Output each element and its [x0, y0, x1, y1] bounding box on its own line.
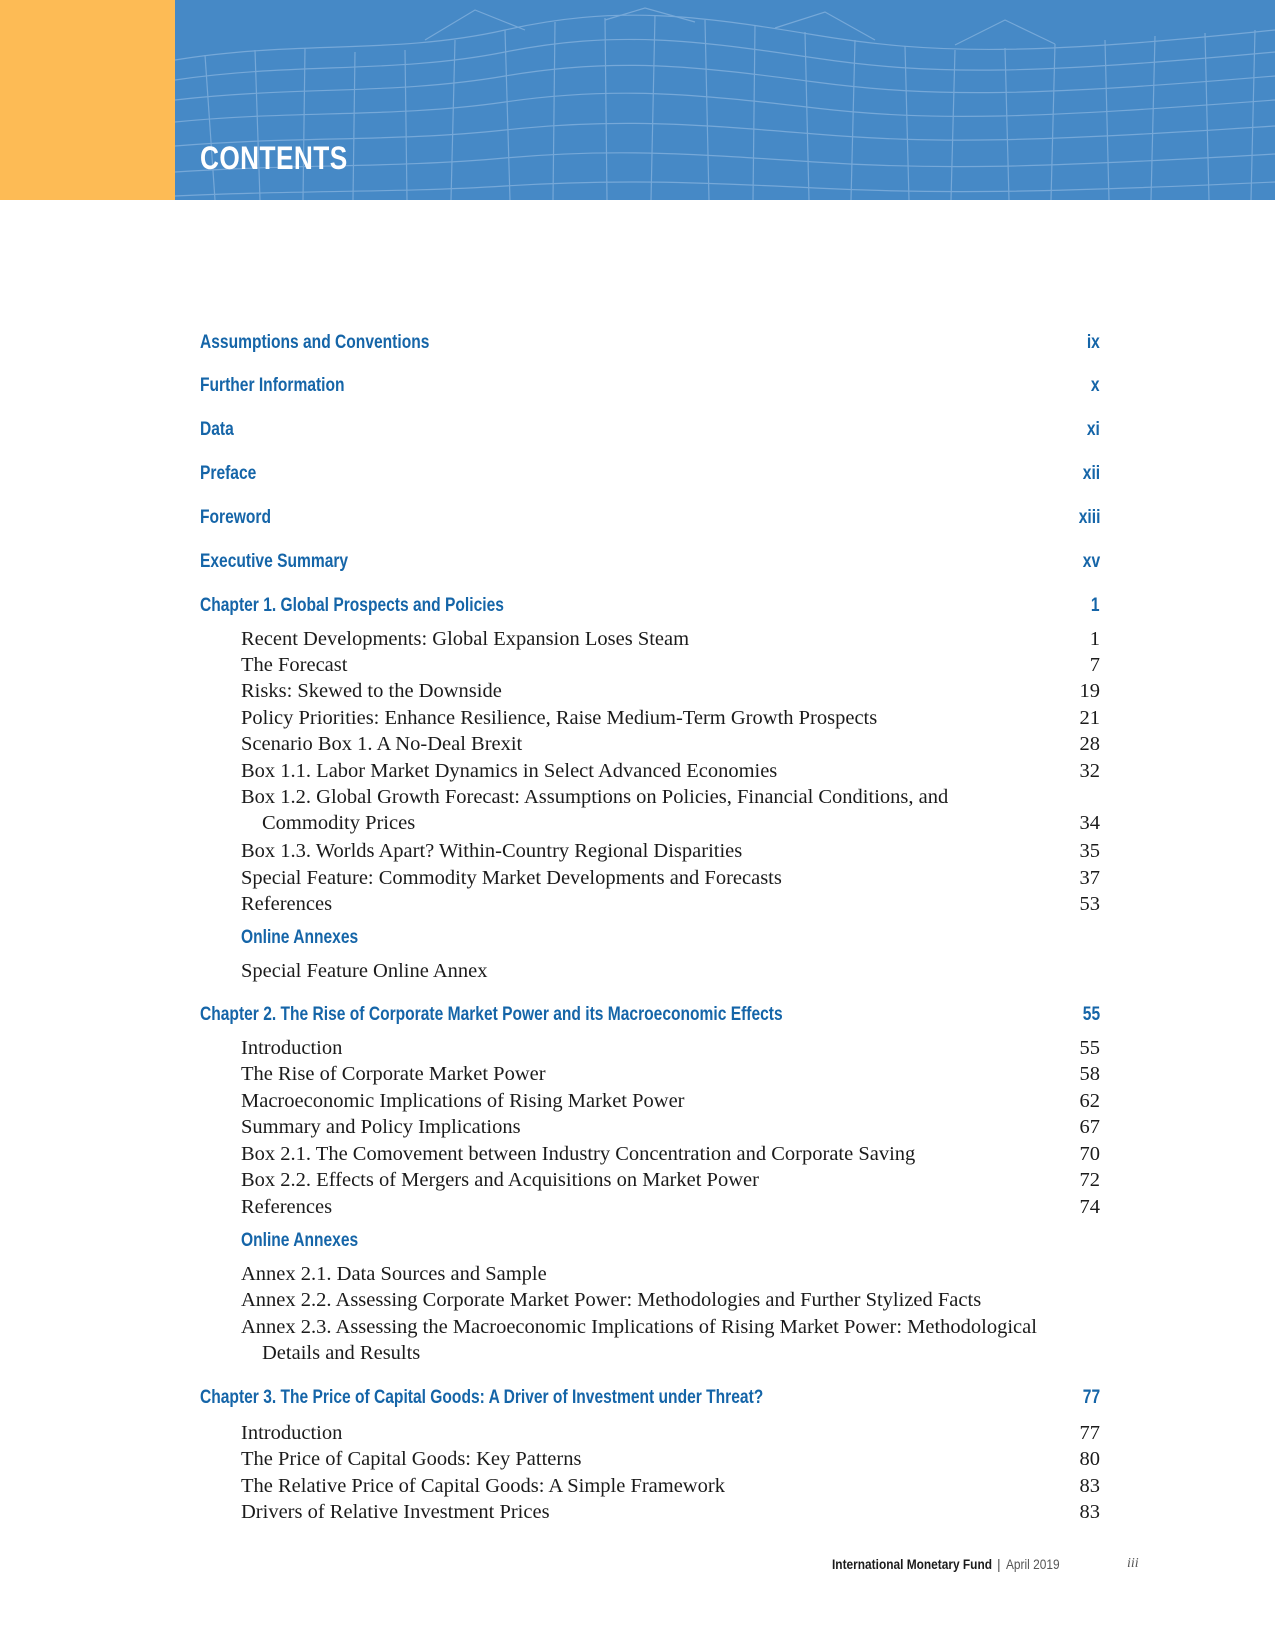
- toc-item-page: 1: [1089, 628, 1100, 650]
- toc-item-label: Annex 2.2. Assessing Corporate Market Power: Methodologies and Further Stylized Facts: [241, 1289, 982, 1311]
- toc-entry-page: xi: [1086, 419, 1100, 440]
- toc-item-page: 80: [1079, 1448, 1100, 1470]
- toc-item-label: Box 2.1. The Comovement between Industry Concentration and Corporate Saving: [241, 1143, 916, 1165]
- online-annexes-heading: Online Annexes: [241, 927, 359, 948]
- toc-item-label: Box 2.2. Effects of Mergers and Acquisitions on Market Power: [241, 1169, 759, 1191]
- toc-entry-foreword[interactable]: [200, 507, 1100, 537]
- toc-item-page: 58: [1079, 1063, 1100, 1085]
- toc-entry-preface[interactable]: [200, 463, 1100, 493]
- toc-item-label: Box 1.3. Worlds Apart? Within-Country Regional Disparities: [241, 840, 743, 862]
- toc-item-label: Policy Priorities: Enhance Resilience, Raise Medium-Term Growth Prospects: [241, 707, 878, 729]
- toc-item-label: Risks: Skewed to the Downside: [241, 680, 502, 702]
- toc-item-label: Introduction: [241, 1037, 343, 1059]
- toc-chapter-1[interactable]: [200, 595, 1100, 625]
- chapter-page: 55: [1082, 1004, 1100, 1025]
- chapter-title: Chapter 2. The Rise of Corporate Market Power and its Macroeconomic Effects: [200, 1004, 783, 1025]
- toc-entry-page: x: [1091, 375, 1100, 396]
- toc-item-page: 21: [1079, 707, 1100, 729]
- toc-item-label: Box 1.2. Global Growth Forecast: Assumptions on Policies, Financial Conditions, and: [241, 786, 949, 808]
- page-title: CONTENTS: [200, 140, 348, 176]
- toc-item-label: The Forecast: [241, 654, 348, 676]
- toc-entry-label: Foreword: [200, 507, 271, 528]
- online-annexes-heading: Online Annexes: [241, 1230, 359, 1251]
- toc-item-page: 37: [1079, 867, 1100, 889]
- toc-item-page: 70: [1079, 1143, 1100, 1165]
- footer-organization: International Monetary Fund: [832, 1556, 992, 1572]
- toc-item-page: 67: [1079, 1116, 1100, 1138]
- toc-item-page: 55: [1079, 1037, 1100, 1059]
- footer-date: April 2019: [1006, 1556, 1060, 1572]
- toc-item-page: 28: [1079, 733, 1100, 755]
- footer-separator: |: [997, 1556, 1001, 1572]
- toc-item-label: References: [241, 893, 333, 915]
- toc-item-label: Annex 2.3. Assessing the Macroeconomic Implications of Rising Market Power: Methodological: [241, 1316, 1037, 1338]
- toc-entry-data[interactable]: [200, 419, 1100, 449]
- chapter-title: Chapter 1. Global Prospects and Policies: [200, 595, 504, 616]
- toc-entry-further-information[interactable]: [200, 375, 1100, 405]
- toc-item-label: The Price of Capital Goods: Key Patterns: [241, 1448, 582, 1470]
- toc-entry-page: xiii: [1078, 507, 1100, 528]
- toc-entry-label: Further Information: [200, 375, 345, 396]
- footer-page-number: iii: [1127, 1556, 1139, 1571]
- toc-item-page: 74: [1079, 1196, 1100, 1218]
- toc-item-label: Special Feature: Commodity Market Developments and Forecasts: [241, 867, 782, 889]
- toc-item-label: The Rise of Corporate Market Power: [241, 1063, 546, 1085]
- toc-item-page: 72: [1079, 1169, 1100, 1191]
- chapter-page: 77: [1082, 1387, 1100, 1408]
- toc-entry-label: Assumptions and Conventions: [200, 332, 430, 353]
- toc-item-label: Drivers of Relative Investment Prices: [241, 1501, 550, 1523]
- toc-entry-executive-summary[interactable]: [200, 551, 1100, 581]
- toc-item-label: References: [241, 1196, 333, 1218]
- toc-item-page: 35: [1079, 840, 1100, 862]
- chapter-title: Chapter 3. The Price of Capital Goods: A Driver of Investment under Threat?: [200, 1387, 764, 1408]
- toc-item-page: 83: [1079, 1475, 1100, 1497]
- toc-item-page: 32: [1079, 760, 1100, 782]
- toc-item-label: Recent Developments: Global Expansion Loses Steam: [241, 628, 690, 650]
- toc-item-label: Special Feature Online Annex: [241, 960, 488, 982]
- header-orange-block: [0, 0, 175, 200]
- toc-item-label: The Relative Price of Capital Goods: A Simple Framework: [241, 1475, 725, 1497]
- toc-item-label: Scenario Box 1. A No-Deal Brexit: [241, 733, 523, 755]
- toc-item-page: 83: [1079, 1501, 1100, 1523]
- toc-item-label: Annex 2.1. Data Sources and Sample: [241, 1263, 547, 1285]
- toc-item-label: Macroeconomic Implications of Rising Market Power: [241, 1090, 685, 1112]
- toc-item-page: 34: [1079, 812, 1100, 834]
- chapter-page: 1: [1091, 595, 1100, 616]
- toc-item-page: 62: [1079, 1090, 1100, 1112]
- toc-entry-assumptions[interactable]: [200, 332, 1100, 362]
- toc-item-page: 53: [1079, 893, 1100, 915]
- toc-item-label: Box 1.1. Labor Market Dynamics in Select Advanced Economies: [241, 760, 778, 782]
- toc-entry-page: xii: [1082, 463, 1100, 484]
- toc-chapter-3[interactable]: [200, 1387, 1100, 1417]
- toc-item-label: Summary and Policy Implications: [241, 1116, 521, 1138]
- toc-item-label-continued: Commodity Prices: [262, 812, 416, 834]
- toc-entry-page: xv: [1082, 551, 1100, 572]
- toc-entry-label: Data: [200, 419, 234, 440]
- toc-chapter-2[interactable]: [200, 1004, 1100, 1034]
- toc-item-page: 19: [1079, 680, 1100, 702]
- toc-item-label: Introduction: [241, 1422, 343, 1444]
- toc-item-page: 7: [1089, 654, 1100, 676]
- toc-entry-label: Preface: [200, 463, 257, 484]
- toc-entry-page: ix: [1086, 332, 1100, 353]
- toc-item-label-continued: Details and Results: [262, 1342, 421, 1364]
- toc-item-page: 77: [1079, 1422, 1100, 1444]
- toc-entry-label: Executive Summary: [200, 551, 349, 572]
